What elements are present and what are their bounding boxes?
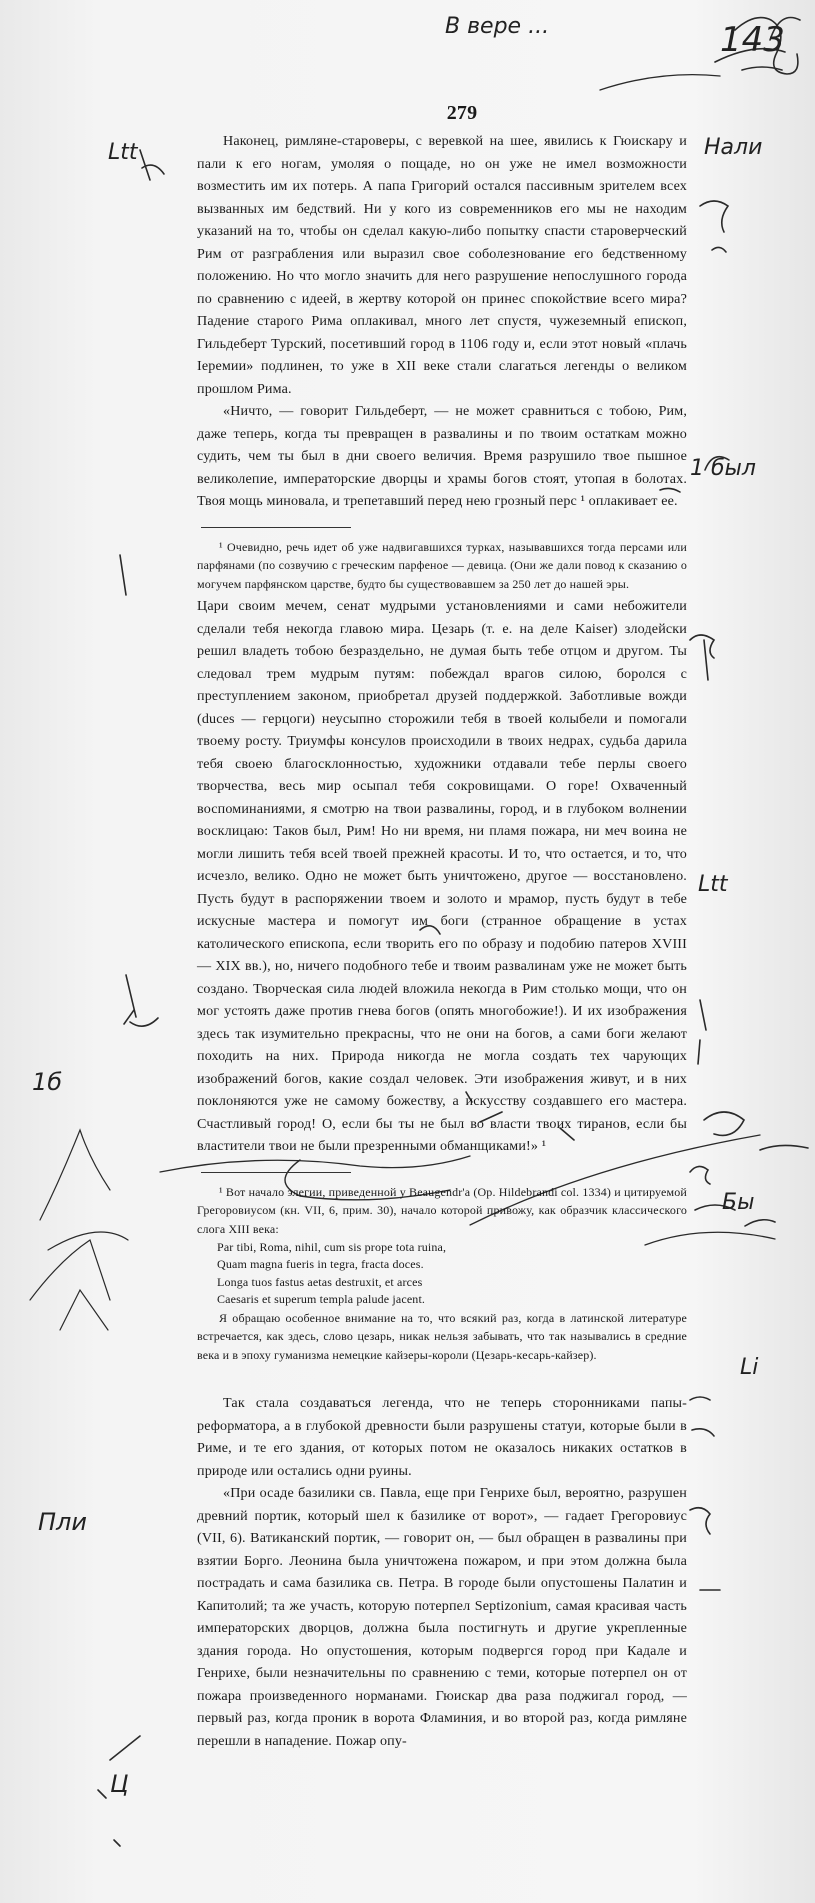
margin-note-left-3: Пли	[38, 1508, 87, 1536]
section-gap	[197, 1364, 687, 1392]
margin-note-left-1: Ltt	[108, 140, 138, 165]
paragraph: «При осаде базилики св. Павла, еще при Генрихе был, вероятно, разрушен древний портик, который шел к базилике от ворот», — гадает Грегоровиус (VII, 6). Ватиканский портик, — говорит он, — был обращен в развалины при взятии Борго. Леонина была уничтожена пожаром, и при этом должна была пострадать и сама базилика св. Петра. В городе были опустошены Палатин и Капитолий; та же участь, которую потерпел Septizonium, самая красивая часть императорских дворцов, должна была постигнуть и другие укрепленные здания города. Но опустошения, которым подвергся город при Кадале и Генрихе, были незначительны по сравнению с теми, которые потерпел он от пожара произведенного норманами. Гюискар два раза поджигал город, — первый раз, когда проник в ворота Фламиния, и во второй раз, когда римляне перешли в нападение. Пожар опу-	[197, 1485, 687, 1749]
footnote: ¹ Вот начало элегии, приведенной у Beaugendr'a (Op. Hildebrandi col. 1334) и цитируемой Грегоровиусом (кн. VII, 6, прим. 30), начало которой привожу, как образчик классического слога XIII века:	[197, 1184, 687, 1236]
margin-note-right-4: Бы	[722, 1190, 755, 1215]
footnote: ¹ Очевидно, речь идет об уже надвигавшихся турках, называвшихся тогда персами или парфянами (по созвучию с греческим парфеное — девица. (Они же дали повод к сказанию о могучем парфянском царстве, будто бы существовавшем за 250 лет до нашей эры.	[197, 539, 687, 591]
margin-note-right-1: Нали	[704, 135, 763, 160]
poem-line: Quam magna fueris in tegra, fracta doces.	[217, 1257, 424, 1272]
poem-line: Par tibi, Roma, nihil, cum sis prope tota ruina,	[217, 1239, 447, 1254]
poem-line: Caesaris et superum templa palude jacent.	[217, 1292, 426, 1307]
paragraph: Цари своим мечем, сенат мудрыми установлениями и сами небожители сделали тебя некогда главою мира. Цезарь (т. е. на деле Kaiser) злодейски решил владеть тобою безраздельно, не думая быть тебе отцом и другом. Ты следовал трем мудрым путям: побеждал врагов силою, боролся с преступлением законом, приобретал друзей поддержкой. Заботливые вожди (duces — герцоги) неусыпно сторожили тебя в твоей колыбели и помогали твоему росту. Триумфы консулов происходили в твоих недрах, судьба дарила тебя своею благосклонностью, художники отдавали тебе перлы своего творчества, весь мир осыпал тебя сокровищами. О горе! Охваченный воспоминаниями, я смотрю на твои развалины, город, и в глубоком волнении восклицаю: Таков был, Рим! Но ни время, ни пламя пожара, ни меч воина не могли лишить тебя всей твоей прежней красоты. И то, что остается, и то, что исчезло, велико. Одно не может быть уничтожено, другое — восстановлено. Пусть будут в распоряжении твоем и золото и мрамор, пусть будут в тебе искусные мастера и помогут им боги (странное обращение в устах католического епископа, если творить его по образу и подобию патеров XVIII — XIX вв.), но, ничего подобного тебе и твоим развалинам уже не может быть создано. Творческая сила людей вложила некогда в Рим столько мощи, что он мог устоять даже против гнева богов (опять многобожие!). И их изображения здесь так изумительно прекрасны, что не они на богов, а сами боги желают походить на них. Природа никогда не могла создать тех чарующих изображений богов, какие создал человек. Эти изображения живут, и в них поклоняются уже не самому божеству, а искусству создавшего его мастера. Счастливый город! О, если бы ты не был во власти твоих тиранов, если бы властители твои не были презренными обманщиками!» ¹	[197, 598, 687, 1155]
footnote-divider	[201, 1172, 351, 1173]
main-text	[197, 98, 687, 1752]
margin-note-right-5: Li	[740, 1355, 759, 1380]
margin-note-right-3: Ltt	[698, 872, 728, 897]
footnote: Я обращаю особенное внимание на то, что всякий раз, когда в латинской литературе встречается, как здесь, слово цезарь, никак нельзя забывать, что так назывались в средние века и в эпоху гуманизма немецкие кайзеры-короли (Цезарь-кесарь-кайзер).	[197, 1310, 687, 1362]
latin-poem	[217, 1239, 687, 1309]
margin-note-left-4: Ц	[110, 1770, 129, 1798]
page-number: 279	[446, 102, 478, 124]
margin-note-top: В вере ...	[445, 14, 550, 39]
footnote-divider	[201, 527, 351, 528]
poem-line: Longa tuos fastus aetas destruxit, et arces	[217, 1274, 423, 1289]
paragraph: «Ничто, — говорит Гильдеберт, — не может сравниться с тобою, Рим, даже теперь, когда ты превращен в развалины и по твоим остаткам можно судить, чем ты был в дни своего величия. Время разрушило твое пышное великолепие, императорские дворцы и храмы богов стоят, утопая в болотах. Твоя мощь миновала, и трепетавший перед нею грозный перс ¹ оплакивает ее.	[197, 403, 687, 509]
margin-note-right-2: 1 был	[690, 456, 756, 481]
margin-note-left-2: 1б	[32, 1068, 63, 1096]
paragraph: Наконец, римляне-староверы, с веревкой на шее, явились к Гюискару и пали к его ногам, умоляя о пощаде, но он уже не имел возможности возместить им их потерь. А папа Григорий остался пассивным зрителем всех вызванных им бедствий. Ни у кого из современников его мы не находим указаний на то, чтобы он сделал какую-либо попытку спасти староверческий Рим от разграбления или выразил свое соболезнование его бедственному положению. Но что могло значить для него разрушение непослушного города по сравнению с идеей, в жертву которой он принес спокойствие всего мира? Падение старого Рима оплакивал, много лет спустя, чужеземный епископ, Гильдеберт Турский, посетивший город в 1106 году и, если этот новый «плачь Іеремии» подлинен, то уже в XII веке стали слагаться легенды о великом прошлом Рима.	[197, 133, 687, 397]
paragraph: Так стала создаваться легенда, что не теперь сторонниками папы-реформатора, а в глубокой древности были разрушены статуи, которые были в Риме, и те его здания, от которых потом не оказалось никаких остатков в природе или остались одни руины.	[197, 1395, 687, 1479]
margin-page-number: 143	[720, 20, 785, 60]
